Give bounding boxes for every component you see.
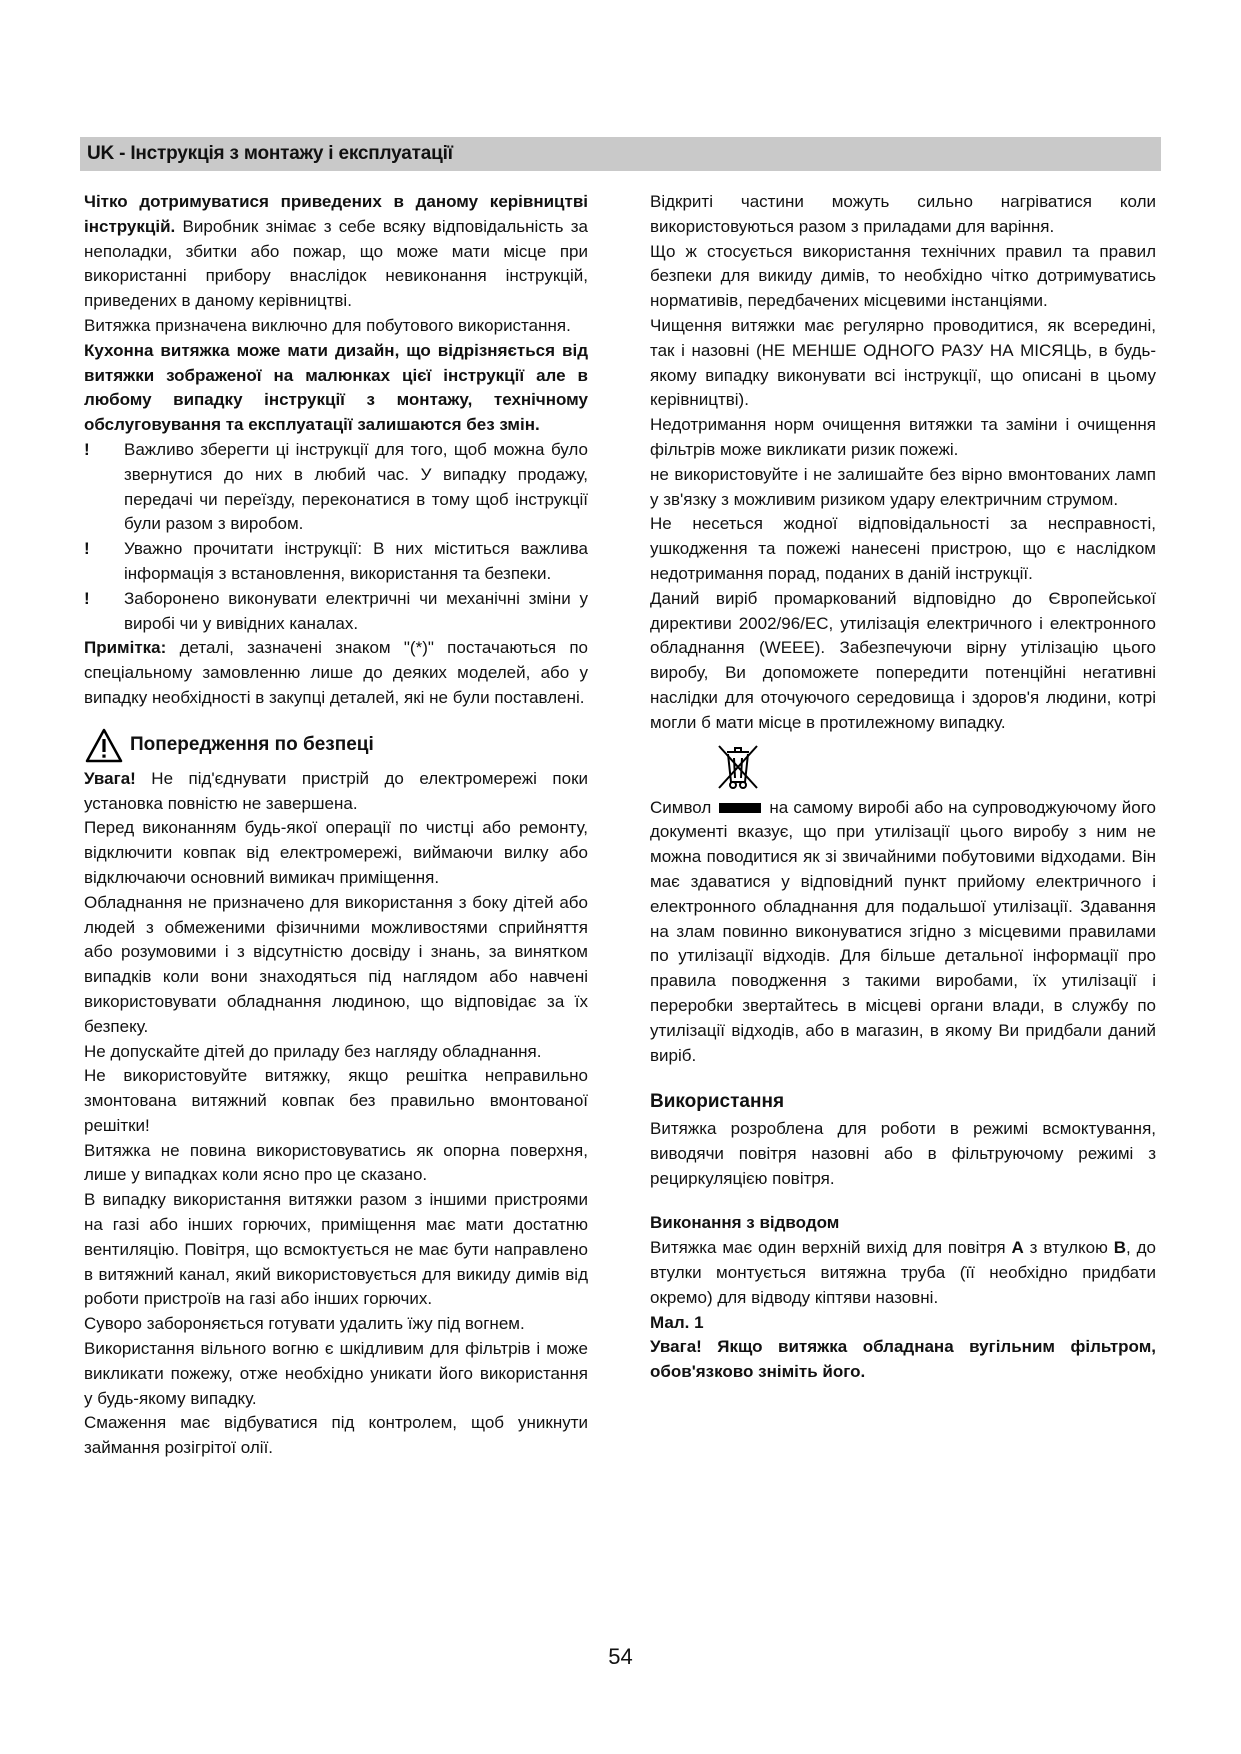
purpose-paragraph: Витяжка призначена виключно для побутового використання. [84,315,571,335]
info-paragraph: не використовуйте і не залишайте без вірно вмонтованих ламп у зв'язку з можливим ризиком удару електричним струмом. [650,464,1156,509]
info-paragraph: Чищення витяжки має регулярно проводитися, як всередині, так і назовні (НЕ МЕНШЕ ОДНОГО РАЗУ НА МІСЯЦЬ, в будь-якому випадку виконувати всі інструкції, що описані в цьому керівництві). [650,315,1156,410]
crossed-bin-icon [715,740,761,792]
outlet-paragraph [650,1236,1156,1310]
note-label: Примітка: [84,638,167,658]
outlet-text: з втулкою [1023,1238,1114,1258]
exclamation-icon: ! [84,439,90,459]
figure-label: Мал. 1 [650,1312,704,1332]
left-column [84,190,588,1461]
usage-text: Витяжка розроблена для роботи в режимі всмоктування, виводячи повітря назовні або в фільтруючому режимі з рециркуляцією повітря. [650,1119,1156,1188]
outlet-label-a: A [1011,1238,1024,1258]
info-paragraph: Не несеться жодної відповідальності за несправності, ушкодження та пожежі нанесені пристрою, що є наслідком недотримання порад, поданих в даній інструкції. [650,514,1156,583]
section-title: UK - Інструкція з монтажу і експлуатації [87,143,453,164]
outlet-heading: Виконання з відводом [650,1213,840,1233]
bullet-text: Уважно прочитати інструкції: В них міститься важлива інформація з встановлення, використання та безпеки. [124,539,588,583]
outlet-text: , до втулки монтується витяжна труба (її необхідно придбати окремо) для відводу кіптяви назовні. [650,1238,1156,1307]
exclamation-icon: ! [84,539,90,559]
intro-text: Виробник знімає з себе всяку відповідальність за неполадки, збитки або пожар, що може мати місце при використанні прибору внаслідок невиконання інструкцій, приведених в даному керівництві. [84,216,588,311]
design-note: Кухонна витяжка може мати дизайн, що відрізняється від витяжки зображеної на малюнках цієї інструкції але в любому випадку інструкції з монтажу, технічному обслуговування та експлуатації залишаются без змін. [84,340,588,435]
symbol-text: на самому виробі або на супроводжуючому його документі вказує, що при утилізації цього виробу з ним не можна поводитися як зі звичайними побутовими відходами. Він має здаватися у відповідний пункт прийому електричного і електронного обладнання для подальшої утилізації. Здавання на злам повинно виконуватися згідно з місцевими правилами по утилізації відходів. Для більше детальної інформації про правила поводження з такими виробами, їх утилізації і переробки звертайтесь в місцеві органи влади, в службу по утилізації відходів, або в магазин, в якому Ви придбали даний виріб. [650,797,1156,1065]
section-header-bar [80,137,1161,171]
safety-paragraph: Перед виконанням будь-якої операції по чистці або ремонту, відключити ковпак від електромережі, виймаючи вилку або відключаючи основний вимикач приміщення. [84,818,588,887]
intro-bold: Чітко дотримуватися приведених в даному керівництві інструкцій. [84,192,588,236]
safety-heading-text: Попередження по безпеці [130,734,374,756]
page-number: 54 [608,1644,633,1669]
exclamation-icon: ! [84,588,90,608]
black-bar-icon [719,803,761,813]
warning-paragraph [84,767,588,817]
safety-paragraph: Смаження має відбуватися під контролем, щоб уникнути займання розігрітої олії. [84,1413,588,1458]
bullet-item [84,438,588,537]
weee-paragraph: Даний виріб промаркований відповідно до Європейської директиви 2002/96/ЕС, утилізація електричного і електронного обладнання (WEEE). Забезпечуючи вірну утілізацію цього виробу, Ви допоможете попередити потенційні негативні наслідки для оточуючого середовища і здоров'я людини, котрі могли б мати місце в протилежному випадку. [650,588,1156,732]
right-column [650,190,1156,1385]
warning-triangle-icon [84,727,124,765]
safety-paragraph: В випадку використання витяжки разом з іншими пристроями на газі або інших горючих, приміщення має мати достатню вентиляцію. Повітря, що всмоктується не має бути направлено в витяжний канал, який використовується для викиду димів від роботи пристроїв на газі або інших горючих. [84,1190,588,1309]
info-paragraph: Що ж стосується використання технічних правил та правил безпеки для викиду димів, то необхідно чітко дотримуватись нормативів, передбачених місцевими інстанціями. [650,241,1156,311]
info-paragraph: Відкриті частини можуть сильно нагріватися коли використовуються разом з приладами для варіння. [650,192,1156,236]
safety-paragraph: Не використовуйте витяжку, якщо решітка неправильно змонтована витяжний ковпак без правильно вмонтованої решітки! [84,1066,588,1135]
note-text: деталі, зазначені знаком "(*)" постачаються по спеціальному замовленню лише до деяких моделей, або у випадку необхідності в закупці деталей, які не були поставлені. [84,638,588,707]
bullet-text: Заборонено виконувати електричні чи механічні зміни у виробі чи у вивідних каналах. [124,588,588,633]
safety-paragraph: Витяжка не повина використовуватись як опорна поверхня, лише у випадках коли ясно про це сказано. [84,1140,588,1185]
bullet-item [84,587,588,637]
safety-heading [84,727,588,765]
safety-paragraph: Суворо забороняється готувати удалить їжу під вогнем. [84,1314,525,1334]
usage-heading: Використання [650,1091,785,1113]
carbon-filter-warning: Увага! Якщо витяжка обладнана вугільним фільтром, обов'язково зніміть його. [650,1337,1156,1382]
info-paragraph: Недотримання норм очищення витяжки та заміни і очищення фільтрів може викликати ризик пожежі. [650,415,1156,459]
safety-paragraph: Не допускайте дітей до приладу без нагляду обладнання. [84,1041,542,1061]
safety-paragraph: Обладнання не призначено для використання з боку дітей або людей з обмеженими фізичними можливостями сприйняття або розумовими і з відсутністю досвіду і знань, за винятком випадків коли вони знаходяться під наглядом або навчені використовувати обладнання людиною, що відповідає за їх безпеку. [84,892,588,1036]
bullet-text: Важливо зберегти ці інструкції для того, щоб можна було звернутися до них в любий час. У випадку продажу, передачі чи переїзду, переконатися в тому щоб інструкції були разом з виробом. [124,439,588,534]
symbol-paragraph [650,796,1156,1069]
outlet-text: Витяжка має один верхній вихід для повітря [650,1238,1012,1258]
note-paragraph [84,636,588,710]
bullet-item [84,537,588,587]
warning-text: Не під'єднувати пристрій до електромережі поки установка повністю не завершена. [84,768,588,813]
safety-paragraph: Використання вільного вогню є шкідливим для фільтрів і може викликати пожежу, отже необхідно уникати його використання у будь-якому випадку. [84,1339,588,1408]
warning-label: Увага! [84,768,136,788]
symbol-label: Символ [650,797,712,817]
outlet-label-b: B [1113,1238,1127,1258]
intro-paragraph [84,190,588,314]
